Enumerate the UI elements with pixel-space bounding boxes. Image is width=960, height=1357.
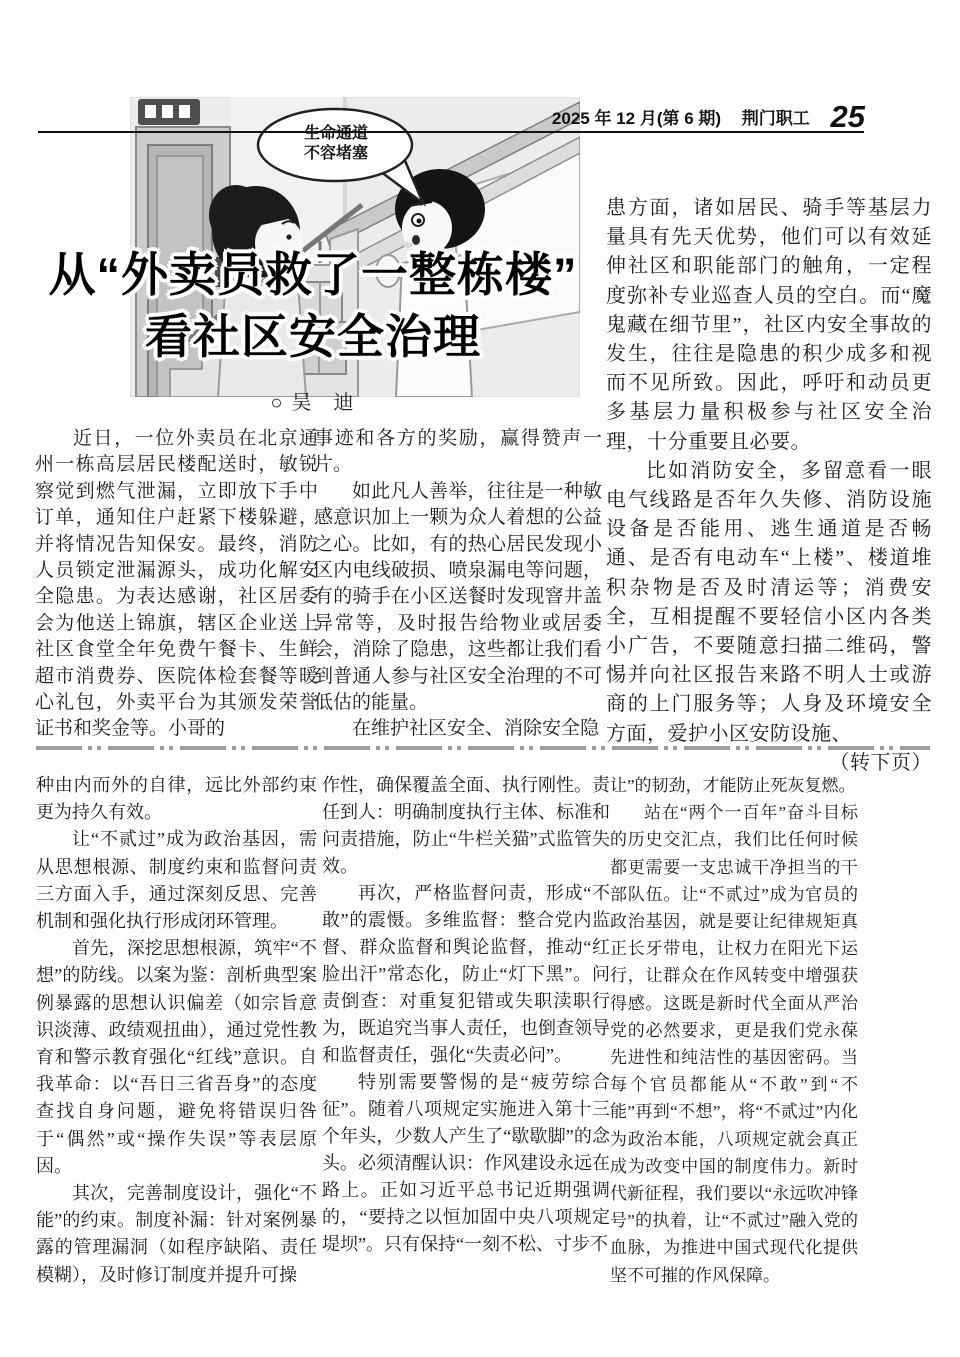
header-issue: 2025 年 12 月(第 6 期) [551,109,722,128]
speech-bubble-line1: 生命通道 [303,125,368,142]
article1-column-3 [606,194,932,778]
speech-bubble-line2: 不容堵塞 [303,145,368,162]
header-page-number: 25 [830,99,865,134]
paragraph: 其次，完善制度设计，强化“不能”的约束。制度补漏：针对案例暴露的管理漏洞（如程序缺陷、责任模糊），及时修订制度并提升可操 [36,1183,317,1285]
article1-title [30,244,596,368]
byline-name-2: 迪 [333,392,356,414]
paragraph: 特别需要警惕的是“疲劳综合征”。随着八项规定实施进入第十三个年头，少数人产生了“歇歇脚”的念头。必须清醒认识：作风建设永远在路上。正如习近平总书记近期强调的，“要持之以恒加固中央八项规定堤坝”。只有保持“一刻不松、寸步不 [322,1072,610,1254]
paragraph: 站在“两个一百年”奋斗目标的历史交汇点，我们比任何时候都更需要一支忠诚干净担当的干部队伍。让“不贰过”成为官员的政治基因，就是要让纪律规矩真正长牙带电，让权力在阳光下运行，让群众在作风转变中增强获得感。这既是新时代全面从严治党的必然要求，更是我们党永葆先进性和纯洁性的基因密码。当每个官员都能从“不敢”到“不能”再到“不想”，将“不贰过”内化为政治本能，八项规定就会真正成为改变中国的制度伟力。新时代新征程，我们要以“永远吹冲锋号”的执着，让“不贰过”融入党的血脉，为推进中国式现代化提供坚不可摧的作风保障。 [610,803,858,1285]
paragraph-text: 比如消防安全，多留意看一眼电气线路是否年久失修、消防设施设备是否能用、逃生通道是否畅通、是否有电动车“上楼”、楼道堆积杂物是否及时清运等；消费安全，互相提醒不要轻信小区内各类小广告，不要随意扫描二维码，警惕并向社区报告来路不明人士或游商的上门服务等；人身及环境安全方面，爱护小区安防设施、 [606,459,932,745]
paragraph: 在维护社区安全、消除安全隐 [352,718,600,740]
article2-column-2 [322,772,610,1258]
paragraph: 让“不贰过”成为政治基因，需从思想根源、制度约束和监督问责三方面入手，通过深刻反思、完善机制和强化执行形成闭环管理。 [36,829,317,932]
article1-title-line2: 看社区安全治理 [145,310,481,363]
section-divider [36,746,930,750]
article2-column-1 [36,772,317,1289]
paragraph: 再次，严格监督问责，形成“不敢”的震慑。多维监督：整合党内监督、群众监督和舆论监督，推动“红脸出汗”常态化，防止“灯下黑”。问责倒查：对重复犯错或失职渎职行为，既追究当事人责任，也倒查领导和监督责任，强化“失责必问”。 [322,883,610,1065]
paragraph: 作性，确保覆盖全面、执行刚性。责任到人：明确制度执行主体、标准和问责措施，防止“牛栏关猫”式监管失效。 [322,775,610,876]
floor-indicator-icon [138,99,200,125]
paragraph: 患方面，诸如居民、骑手等基层力量具有先天优势，他们可以有效延伸社区和职能部门的触角，一定程度弥补专业巡查人员的空白。而“魔鬼藏在细节里”，社区内安全事故的发生，往往是隐患的积少成多和视而不见所致。因此，呼吁和动员更多基层力量积极参与社区安全治理，十分重要且必要。 [606,197,932,453]
header-publication: 荆门职工 [741,109,810,128]
article1-column-1 [35,426,318,743]
paragraph [606,457,932,774]
paragraph: 种由内而外的自律，远比外部约束更为持久有效。 [36,775,317,823]
paragraph: 近日，一位外卖员在北京通州一栋高层居民楼配送时，敏锐察觉到燃气泄漏，立即放下手中订单，通知住户赶紧下楼躲避，并将情况告知保安。最终，消防人员锁定泄漏源头，成功化解安全隐患。为表达感谢，社区居委会为他送上锦旗，辖区企业送上社区食堂全年免费午餐卡、生鲜超市消费券、医院体检套餐等暖心礼包，外卖平台为其颁发荣誉证书和奖金等。小哥的 [35,428,318,740]
article1-byline [30,386,596,415]
speech-bubble-text [280,124,392,164]
paragraph: 事迹和各方的奖励，赢得赞声一片。 [314,428,602,476]
paragraph: 让”的韧劲，才能防止死灰复燃。 [610,776,856,795]
byline-marker: ○ [270,392,285,414]
turn-page-note: （转下页） [829,751,932,774]
page-header [552,96,865,132]
article2-column-3 [610,772,858,1289]
paragraph: 首先，深挖思想根源，筑牢“不想”的防线。以案为鉴：剖析典型案例暴露的思想认识偏差（如宗旨意识淡薄、政绩观扭曲），通过党性教育和警示教育强化“红线”意识。自我革命：以“吾日三省吾身”的态度查找自身问题，避免将错误归咎于“偶然”或“操作失误”等表层原因。 [36,938,317,1176]
paragraph: 如此凡人善举，往往是一种敏感意识加上一颗为众人着想的公益之心。比如，有的热心居民发现小区内电线破损、喷泉漏电等问题，有的骑手在小区送餐时发现窨井盖异常等，及时报告给物业或居委会，消除了隐患，这些都让我们看到普通人参与社区安全治理的不可低估的能量。 [314,480,602,714]
article1-column-2 [314,426,602,743]
byline-name-1: 吴 [291,392,314,414]
article1-title-line1: 从“外卖员救了一整栋楼” [48,248,578,301]
